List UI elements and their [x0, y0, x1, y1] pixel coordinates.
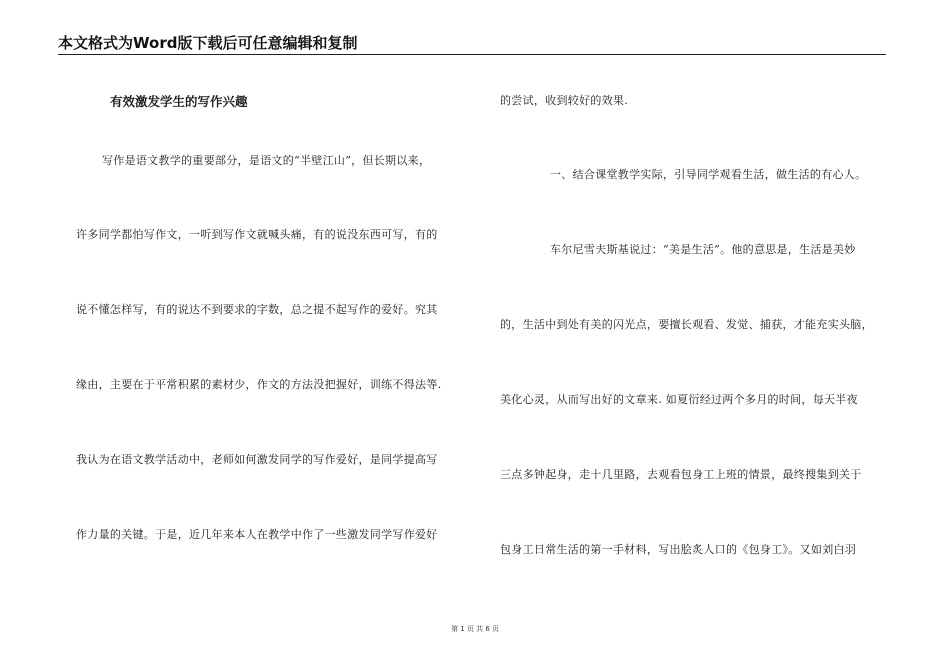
text-line: 说不懂怎样写，有的说达不到要求的字数，总之提不起写作的爱好。究其	[76, 303, 438, 316]
section-heading: 一、结合课堂教学实际，引导同学观看生活，做生活的有心人。	[550, 168, 867, 181]
text-line: 三点多钟起身，走十几里路，去观看包身工上班的情景，最终搜集到关于	[500, 468, 862, 481]
text-line: 包身工日常生活的第一手材料，写出脍炙人口的《包身工》。又如刘白羽	[500, 543, 857, 556]
text-line: 的，生活中到处有美的闪光点，要擅长观看、发觉、捕获，才能充实头脑，	[500, 318, 873, 331]
text-line: 的尝试，收到较好的效果.	[500, 94, 629, 107]
text-line: 许多同学都怕写作文，一听到写作文就喊头痛，有的说没东西可写，有的	[76, 228, 438, 241]
right-column	[500, 0, 890, 640]
text-line: 我认为在语文教学活动中，老师如何激发同学的写作爱好，是同学提高写	[76, 453, 438, 466]
text-line: 缘由，主要在于平常积累的素材少，作文的方法没把握好，训练不得法等.	[76, 378, 442, 391]
article-title: 有效激发学生的写作兴趣	[110, 94, 248, 109]
header-text: 本文格式为Word版下载后可任意编辑和复制	[58, 34, 358, 52]
text-line: 车尔尼雪夫斯基说过：“美是生活”。他的意思是，生活是美妙	[550, 243, 856, 256]
text-line: 美化心灵，从而写出好的文章来. 如夏衍经过两个多月的时间，每天半夜	[500, 393, 858, 406]
text-line: 作力量的关键。于是，近几年来本人在教学中作了一些激发同学写作爱好	[76, 528, 438, 541]
text-line: 写作是语文教学的重要部分，是语文的“半壁江山”，但长期以来，	[102, 154, 431, 167]
page-number: 第 1 页 共 6 页	[450, 625, 500, 633]
left-column	[76, 0, 466, 640]
